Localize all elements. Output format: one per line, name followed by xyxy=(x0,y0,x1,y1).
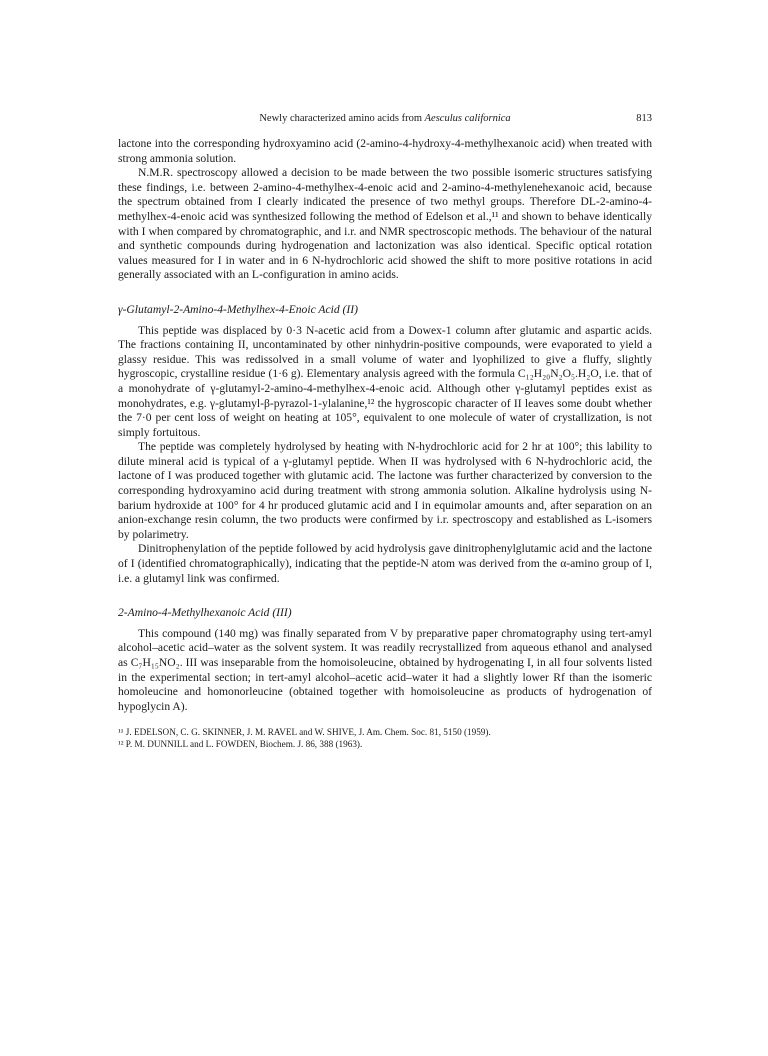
footnotes xyxy=(118,726,652,750)
paragraph-4: The peptide was completely hydrolysed by heating with N-hydrochloric acid for 2 hr at 100°; this lability to dilute mineral acid is typical of a γ-glutamyl peptide. When II was hydrolysed with 6 N-hydrochloric acid, the lactone of I was produced together with glutamic acid. The lactone was further characterized by conversion to the corresponding hydroxyamino acid during treatment with strong ammonia solution. Alkaline hydrolysis using N-barium hydroxide at 100° for 4 hr produced glutamic acid and I in equimolar amounts and, after separation on an anion-exchange resin column, the two products were confirmed by i.r. spectroscopy and established as L-isomers by polarimetry. xyxy=(118,440,652,541)
article-body xyxy=(118,137,652,750)
running-title xyxy=(118,112,652,126)
running-title-text: Newly characterized amino acids from xyxy=(259,113,423,124)
paragraph-6: This compound (140 mg) was finally separated from V by preparative paper chromatography using tert-amyl alcohol–acetic acid–water as the solvent system. It was readily recrystallized from aqueous ethanol and analysed as C₇H₁₅NO₂. III was inseparable from the homoisoleucine, obtained by hydrogenating I, in all four solvents listed in the experimental section; in tert-amyl alcohol–acetic acid–water it had a slightly lower Rf than the isomeric homoleucine and homonorleucine (obtained together with homoisoleucine as products of hydrogenation of hypoglycin A). xyxy=(118,626,652,713)
paragraph-2: N.M.R. spectroscopy allowed a decision to be made between the two possible isomeric structures satisfying these findings, i.e. between 2-amino-4-methylhex-4-enoic acid and 2-amino-4-methylenehexanoic acid, because the spectrum obtained from I clearly indicated the presence of two methyl groups. Therefore DL-2-amino-4-methylhex-4-enoic acid was synthesized following the method of Edelson et al.,¹¹ and shown to behave identically with I when compared by chromatographic, and i.r. and NMR spectroscopic methods. The behaviour of the natural and synthetic compounds during hydrogenation and lactonization was also identical. Specific optical rotation values measured for I in water and in 6 N-hydrochloric acid showed the shift to more positive rotations in acid generally associated with an L-configuration in amino acids. xyxy=(118,166,652,282)
section-heading-methylhexanoic-acid: 2-Amino-4-Methylhexanoic Acid (III) xyxy=(118,606,292,620)
paragraph-1: lactone into the corresponding hydroxyamino acid (2-amino-4-hydroxy-4-methylhexanoic acid) when treated with strong ammonia solution. xyxy=(118,137,652,165)
running-title-species: Aesculus californica xyxy=(424,113,511,124)
paragraph-3: This peptide was displaced by 0·3 N-acetic acid from a Dowex-1 column after glutamic and aspartic acids. The fractions containing II, uncontaminated by other ninhydrin-positive compounds, were evaporated to yield a glassy residue. This was redissolved in a small volume of water and lyophilized to give a fluffy, slightly hygroscopic, crystalline residue (1·6 g). Elementary analysis agreed with the formula C₁₂H₂₀N₂O₅.H₂O, i.e. that of a monohydrate of γ-glutamyl-2-amino-4-methylhex-4-enoic acid. Although other γ-glutamyl peptides exist as monohydrates, e.g. γ-glutamyl-β-pyrazol-1-ylalanine,¹² the hygroscopic character of II leaves some doubt whether the 7·0 per cent loss of weight on heating at 105°, equivalent to one molecule of water of crystallization, is not simply fortuitous. xyxy=(118,323,652,439)
footnote-12: ¹² P. M. DUNNILL and L. FOWDEN, Biochem. J. 86, 388 (1963). xyxy=(118,739,363,750)
paragraph-5: Dinitrophenylation of the peptide followed by acid hydrolysis gave dinitrophenylglutamic acid and the lactone of I (identified chromatographically), indicating that the peptide-N atom was derived from the α-amino group of I, i.e. a glutamyl link was confirmed. xyxy=(118,542,652,585)
page-number: 813 xyxy=(636,113,652,124)
section-heading-glutamyl-peptide: γ-Glutamyl-2-Amino-4-Methylhex-4-Enoic Acid (II) xyxy=(118,302,358,316)
running-header xyxy=(118,112,652,126)
footnote-11: ¹¹ J. EDELSON, C. G. SKINNER, J. M. RAVEL and W. SHIVE, J. Am. Chem. Soc. 81, 5150 (1959). xyxy=(118,727,491,738)
